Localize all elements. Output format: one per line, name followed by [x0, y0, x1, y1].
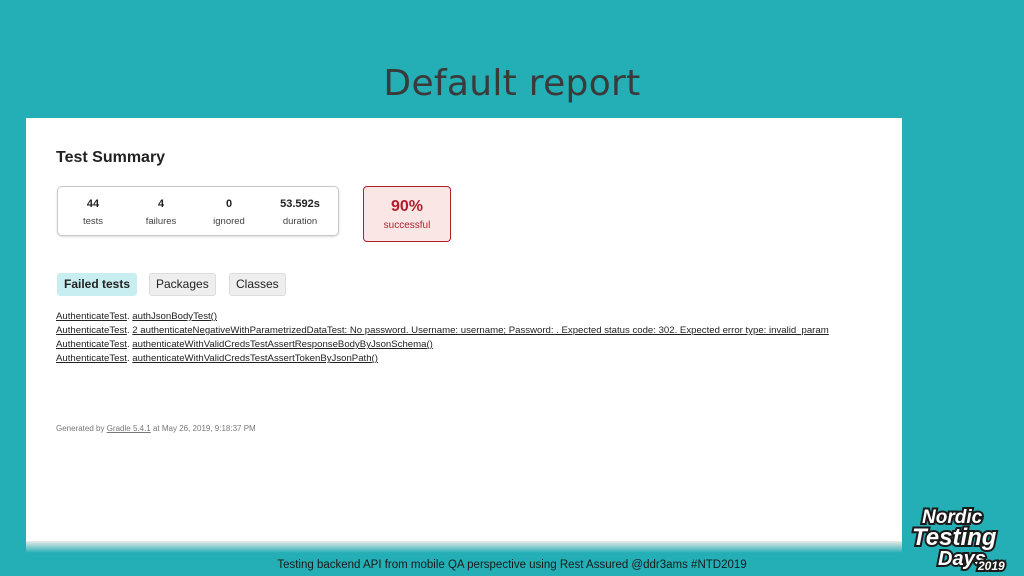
counter-label: duration	[282, 216, 318, 227]
counter-value: 0	[225, 198, 233, 210]
generated-suffix: at May 26, 2019, 9:18:37 PM	[152, 424, 256, 433]
counter-ignored	[194, 197, 264, 228]
report-panel	[26, 118, 902, 549]
generated-footer	[56, 424, 256, 433]
summary-counters	[57, 186, 339, 236]
counter-value: 4	[157, 198, 165, 210]
test-class-link[interactable]: AuthenticateTest	[56, 325, 127, 336]
slide-footer: Testing backend API from mobile QA perspective using Rest Assured @ddr3ams #NTD2019	[277, 559, 747, 571]
counter-value: 53.592s	[280, 198, 320, 210]
test-method-link[interactable]: 2 authenticateNegativeWithParametrizedDataTest: No password. Username: username; Password: . Expected status code: 302. Expected error type: invalid_param	[132, 325, 829, 336]
test-method-link[interactable]: authJsonBodyTest()	[132, 311, 218, 322]
test-class-link[interactable]: AuthenticateTest	[56, 311, 127, 322]
gradle-link[interactable]: Gradle 5.4.1	[106, 424, 151, 433]
summary-heading: Test Summary	[56, 149, 166, 166]
list-item: AuthenticateTest. authenticateWithValidCredsTestAssertResponseBodyByJsonSchema()	[56, 339, 433, 350]
list-item: AuthenticateTest. 2 authenticateNegativeWithParametrizedDataTest: No password. Username: username; Password: . Expected status code: 302. Expected error type: invalid_param	[56, 325, 829, 336]
logo-word: Nordic	[922, 507, 983, 528]
counter-failures	[126, 197, 196, 228]
counter-label: failures	[145, 216, 177, 227]
failed-tests-list	[56, 310, 829, 366]
tab-classes[interactable]: Classes	[229, 273, 286, 296]
generated-prefix: Generated by	[56, 424, 105, 433]
tab-packages[interactable]: Packages	[149, 273, 216, 296]
success-rate-label: successful	[383, 220, 431, 231]
success-rate-value: 90%	[390, 198, 424, 215]
success-rate-box	[363, 186, 451, 242]
counter-tests	[58, 197, 128, 228]
nordic-testing-days-logo-icon	[908, 498, 1016, 574]
panel-shadow	[26, 541, 902, 553]
test-method-link[interactable]: authenticateWithValidCredsTestAssertResponseBodyByJsonSchema()	[132, 339, 433, 350]
slide-title: Default report	[383, 63, 641, 104]
list-item: AuthenticateTest. authenticateWithValidCredsTestAssertTokenByJsonPath()	[56, 353, 378, 364]
counter-label: tests	[82, 216, 104, 227]
test-class-link[interactable]: AuthenticateTest	[56, 353, 127, 364]
logo-word: 2019	[978, 559, 1005, 573]
counter-label: ignored	[213, 216, 245, 227]
list-item: AuthenticateTest. authJsonBodyTest()	[56, 311, 218, 322]
counter-value: 44	[86, 198, 100, 210]
test-class-link[interactable]: AuthenticateTest	[56, 339, 127, 350]
test-method-link[interactable]: authenticateWithValidCredsTestAssertTokenByJsonPath()	[132, 353, 378, 364]
counter-duration	[265, 197, 335, 228]
tab-failed-tests[interactable]: Failed tests	[57, 273, 137, 296]
logo-word: Testing	[912, 524, 997, 551]
logo-word: Days	[938, 548, 986, 570]
